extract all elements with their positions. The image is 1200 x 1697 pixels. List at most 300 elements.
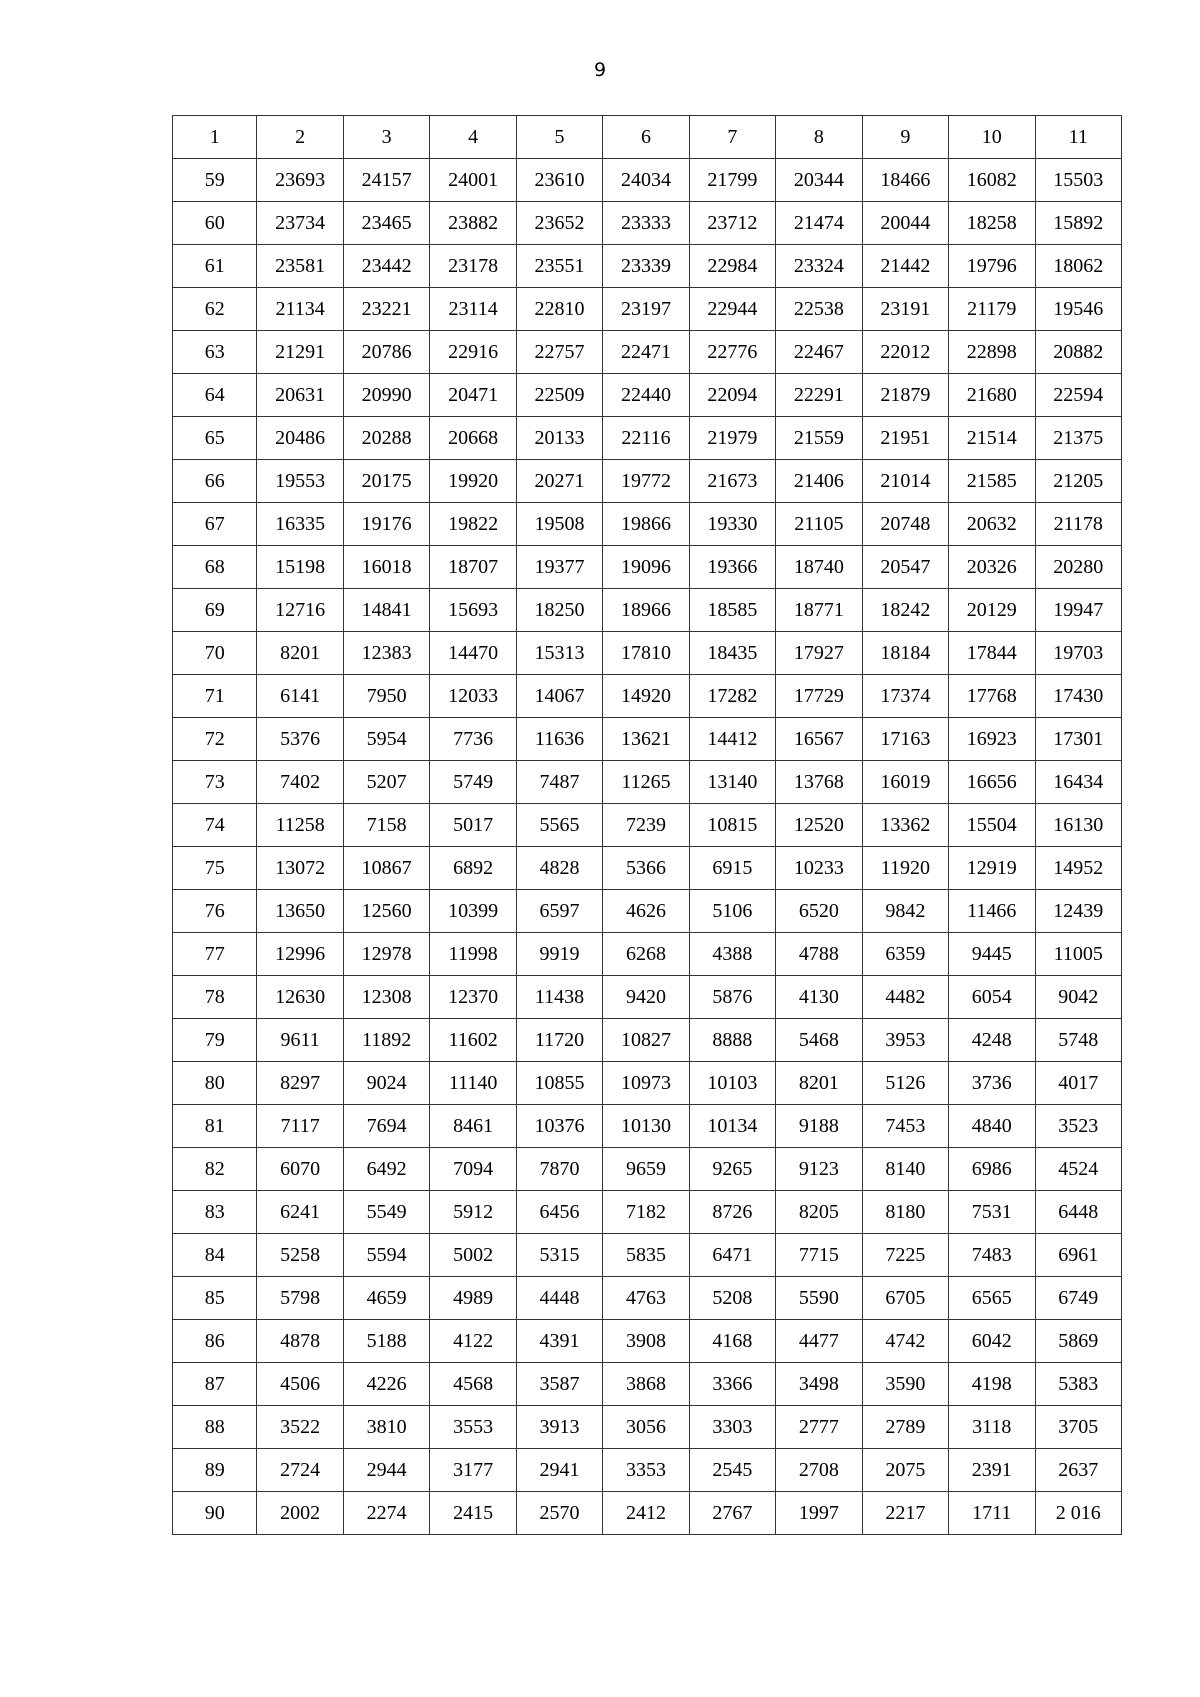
table-cell: 19377	[516, 546, 602, 589]
table-cell: 12919	[949, 847, 1035, 890]
table-cell: 3736	[949, 1062, 1035, 1105]
column-header-cell: 4	[430, 116, 516, 159]
table-cell: 10867	[343, 847, 429, 890]
table-cell: 10376	[516, 1105, 602, 1148]
column-header-cell: 8	[776, 116, 862, 159]
table-cell: 22471	[603, 331, 689, 374]
row-label-cell: 89	[173, 1449, 257, 1492]
table-cell: 4742	[862, 1320, 948, 1363]
table-cell: 10103	[689, 1062, 775, 1105]
table-cell: 17301	[1035, 718, 1121, 761]
table-cell: 6456	[516, 1191, 602, 1234]
table-cell: 20882	[1035, 331, 1121, 374]
column-header-cell: 9	[862, 116, 948, 159]
table-cell: 14841	[343, 589, 429, 632]
table-cell: 23551	[516, 245, 602, 288]
table-cell: 22440	[603, 374, 689, 417]
row-label-cell: 64	[173, 374, 257, 417]
table-cell: 18740	[776, 546, 862, 589]
table-cell: 7094	[430, 1148, 516, 1191]
table-cell: 5798	[257, 1277, 343, 1320]
table-cell: 23882	[430, 202, 516, 245]
table-cell: 20129	[949, 589, 1035, 632]
table-cell: 18466	[862, 159, 948, 202]
table-row	[173, 933, 1122, 976]
table-cell: 7531	[949, 1191, 1035, 1234]
table-cell: 2412	[603, 1492, 689, 1535]
table-row	[173, 1105, 1122, 1148]
table-row	[173, 675, 1122, 718]
table-cell: 7483	[949, 1234, 1035, 1277]
table-row	[173, 1062, 1122, 1105]
table-cell: 7239	[603, 804, 689, 847]
table-cell: 12370	[430, 976, 516, 1019]
table-cell: 11636	[516, 718, 602, 761]
table-cell: 2002	[257, 1492, 343, 1535]
table-cell: 20748	[862, 503, 948, 546]
table-cell: 23221	[343, 288, 429, 331]
table-row	[173, 245, 1122, 288]
table-row	[173, 1234, 1122, 1277]
table-cell: 6359	[862, 933, 948, 976]
table-header-row	[173, 116, 1122, 159]
row-label-cell: 80	[173, 1062, 257, 1105]
row-label-cell: 76	[173, 890, 257, 933]
table-cell: 2274	[343, 1492, 429, 1535]
table-cell: 2415	[430, 1492, 516, 1535]
table-cell: 2941	[516, 1449, 602, 1492]
table-cell: 6597	[516, 890, 602, 933]
table-cell: 19703	[1035, 632, 1121, 675]
table-cell: 2570	[516, 1492, 602, 1535]
row-label-cell: 81	[173, 1105, 257, 1148]
table-cell: 20471	[430, 374, 516, 417]
table-cell: 23693	[257, 159, 343, 202]
table-cell: 13140	[689, 761, 775, 804]
table-cell: 16656	[949, 761, 1035, 804]
table-cell: 21291	[257, 331, 343, 374]
row-label-cell: 90	[173, 1492, 257, 1535]
table-cell: 14470	[430, 632, 516, 675]
table-cell: 2777	[776, 1406, 862, 1449]
table-cell: 17282	[689, 675, 775, 718]
table-cell: 11005	[1035, 933, 1121, 976]
table-row	[173, 632, 1122, 675]
table-cell: 21178	[1035, 503, 1121, 546]
table-cell: 2724	[257, 1449, 343, 1492]
column-header-cell: 5	[516, 116, 602, 159]
table-cell: 5594	[343, 1234, 429, 1277]
table-cell: 8140	[862, 1148, 948, 1191]
table-cell: 21014	[862, 460, 948, 503]
table-cell: 4878	[257, 1320, 343, 1363]
table-cell: 4477	[776, 1320, 862, 1363]
table-row	[173, 804, 1122, 847]
table-cell: 20668	[430, 417, 516, 460]
table-cell: 22467	[776, 331, 862, 374]
table-cell: 15198	[257, 546, 343, 589]
table-cell: 7453	[862, 1105, 948, 1148]
row-label-cell: 79	[173, 1019, 257, 1062]
table-row	[173, 331, 1122, 374]
table-cell: 12520	[776, 804, 862, 847]
table-cell: 22898	[949, 331, 1035, 374]
table-cell: 6892	[430, 847, 516, 890]
table-cell: 16923	[949, 718, 1035, 761]
table-cell: 3868	[603, 1363, 689, 1406]
column-header-cell: 2	[257, 116, 343, 159]
table-cell: 9042	[1035, 976, 1121, 1019]
table-cell: 21105	[776, 503, 862, 546]
table-cell: 8205	[776, 1191, 862, 1234]
table-cell: 2075	[862, 1449, 948, 1492]
table-cell: 21474	[776, 202, 862, 245]
table-cell: 12560	[343, 890, 429, 933]
table-cell: 4017	[1035, 1062, 1121, 1105]
table-cell: 10827	[603, 1019, 689, 1062]
table-cell: 9123	[776, 1148, 862, 1191]
table-cell: 18250	[516, 589, 602, 632]
table-cell: 20786	[343, 331, 429, 374]
table-cell: 18707	[430, 546, 516, 589]
column-header-cell: 3	[343, 116, 429, 159]
table-cell: 4168	[689, 1320, 775, 1363]
table-cell: 17430	[1035, 675, 1121, 718]
table-cell: 16434	[1035, 761, 1121, 804]
table-cell: 6070	[257, 1148, 343, 1191]
table-cell: 2545	[689, 1449, 775, 1492]
table-cell: 11438	[516, 976, 602, 1019]
table-cell: 4391	[516, 1320, 602, 1363]
table-cell: 17729	[776, 675, 862, 718]
table-cell: 19796	[949, 245, 1035, 288]
row-label-cell: 61	[173, 245, 257, 288]
table-cell: 15892	[1035, 202, 1121, 245]
table-cell: 6961	[1035, 1234, 1121, 1277]
row-label-cell: 85	[173, 1277, 257, 1320]
table-row	[173, 1320, 1122, 1363]
table-cell: 23442	[343, 245, 429, 288]
table-cell: 9265	[689, 1148, 775, 1191]
row-label-cell: 65	[173, 417, 257, 460]
table-cell: 22916	[430, 331, 516, 374]
table-cell: 21559	[776, 417, 862, 460]
row-label-cell: 77	[173, 933, 257, 976]
table-cell: 13768	[776, 761, 862, 804]
table-cell: 13362	[862, 804, 948, 847]
table-cell: 7736	[430, 718, 516, 761]
table-cell: 5869	[1035, 1320, 1121, 1363]
table-row	[173, 589, 1122, 632]
table-cell: 24157	[343, 159, 429, 202]
table-cell: 20175	[343, 460, 429, 503]
table-row	[173, 976, 1122, 1019]
row-label-cell: 75	[173, 847, 257, 890]
table-cell: 11258	[257, 804, 343, 847]
table-cell: 2391	[949, 1449, 1035, 1492]
row-label-cell: 68	[173, 546, 257, 589]
row-label-cell: 59	[173, 159, 257, 202]
table-cell: 10815	[689, 804, 775, 847]
table-cell: 23610	[516, 159, 602, 202]
table-cell: 7487	[516, 761, 602, 804]
table-cell: 22984	[689, 245, 775, 288]
table-cell: 3522	[257, 1406, 343, 1449]
table-cell: 9919	[516, 933, 602, 976]
table-cell: 2767	[689, 1492, 775, 1535]
table-cell: 22944	[689, 288, 775, 331]
table-cell: 15504	[949, 804, 1035, 847]
table-cell: 11998	[430, 933, 516, 976]
table-cell: 4828	[516, 847, 602, 890]
row-label-cell: 87	[173, 1363, 257, 1406]
table-cell: 3118	[949, 1406, 1035, 1449]
table-cell: 20547	[862, 546, 948, 589]
table-cell: 23178	[430, 245, 516, 288]
table-cell: 19508	[516, 503, 602, 546]
table-cell: 8180	[862, 1191, 948, 1234]
table-cell: 21680	[949, 374, 1035, 417]
table-cell: 6705	[862, 1277, 948, 1320]
table-cell: 13621	[603, 718, 689, 761]
table-cell: 6054	[949, 976, 1035, 1019]
table-cell: 23581	[257, 245, 343, 288]
table-cell: 6042	[949, 1320, 1035, 1363]
table-cell: 3056	[603, 1406, 689, 1449]
table-cell: 18258	[949, 202, 1035, 245]
table-cell: 23734	[257, 202, 343, 245]
table-cell: 23465	[343, 202, 429, 245]
table-cell: 23339	[603, 245, 689, 288]
table-cell: 17163	[862, 718, 948, 761]
table-cell: 8201	[776, 1062, 862, 1105]
table-cell: 10855	[516, 1062, 602, 1105]
table-row	[173, 890, 1122, 933]
table-cell: 4763	[603, 1277, 689, 1320]
table-cell: 15503	[1035, 159, 1121, 202]
table-cell: 4788	[776, 933, 862, 976]
table-cell: 22810	[516, 288, 602, 331]
table-cell: 15693	[430, 589, 516, 632]
column-header-cell: 7	[689, 116, 775, 159]
table-row	[173, 1019, 1122, 1062]
table-cell: 12439	[1035, 890, 1121, 933]
table-cell: 16567	[776, 718, 862, 761]
table-cell: 6915	[689, 847, 775, 890]
table-cell: 12996	[257, 933, 343, 976]
table-cell: 9420	[603, 976, 689, 1019]
table-cell: 3587	[516, 1363, 602, 1406]
table-cell: 12033	[430, 675, 516, 718]
table-row	[173, 761, 1122, 804]
table-cell: 5954	[343, 718, 429, 761]
table-cell: 12308	[343, 976, 429, 1019]
table-cell: 14952	[1035, 847, 1121, 890]
table-cell: 10134	[689, 1105, 775, 1148]
table-cell: 22538	[776, 288, 862, 331]
table-cell: 6268	[603, 933, 689, 976]
table-cell: 23652	[516, 202, 602, 245]
table-cell: 19096	[603, 546, 689, 589]
table-row	[173, 847, 1122, 890]
table-cell: 17374	[862, 675, 948, 718]
row-label-cell: 83	[173, 1191, 257, 1234]
table-cell: 10130	[603, 1105, 689, 1148]
table-cell: 3523	[1035, 1105, 1121, 1148]
table-cell: 16130	[1035, 804, 1121, 847]
table-cell: 21442	[862, 245, 948, 288]
table-row	[173, 1492, 1122, 1535]
table-cell: 21979	[689, 417, 775, 460]
table-row	[173, 1277, 1122, 1320]
table-cell: 6986	[949, 1148, 1035, 1191]
table-cell: 9188	[776, 1105, 862, 1148]
table-cell: 8461	[430, 1105, 516, 1148]
table-cell: 15313	[516, 632, 602, 675]
table-cell: 3953	[862, 1019, 948, 1062]
table-cell: 9842	[862, 890, 948, 933]
table-cell: 17844	[949, 632, 1035, 675]
table-cell: 9445	[949, 933, 1035, 976]
table-row	[173, 202, 1122, 245]
table-cell: 6749	[1035, 1277, 1121, 1320]
table-cell: 4448	[516, 1277, 602, 1320]
table-cell: 4198	[949, 1363, 1035, 1406]
table-cell: 22757	[516, 331, 602, 374]
table-cell: 18966	[603, 589, 689, 632]
table-cell: 10973	[603, 1062, 689, 1105]
table-cell: 4506	[257, 1363, 343, 1406]
table-cell: 9024	[343, 1062, 429, 1105]
table-cell: 5208	[689, 1277, 775, 1320]
table-cell: 18184	[862, 632, 948, 675]
column-header-cell: 11	[1035, 116, 1121, 159]
table-cell: 22594	[1035, 374, 1121, 417]
table-cell: 11140	[430, 1062, 516, 1105]
table-cell: 5835	[603, 1234, 689, 1277]
row-label-cell: 60	[173, 202, 257, 245]
table-cell: 14067	[516, 675, 602, 718]
table-cell: 1997	[776, 1492, 862, 1535]
table-cell: 20632	[949, 503, 1035, 546]
table-cell: 20486	[257, 417, 343, 460]
table-cell: 14412	[689, 718, 775, 761]
row-label-cell: 62	[173, 288, 257, 331]
table-cell: 22094	[689, 374, 775, 417]
table-cell: 3303	[689, 1406, 775, 1449]
table-cell: 11892	[343, 1019, 429, 1062]
table-cell: 20990	[343, 374, 429, 417]
data-table	[172, 115, 1122, 1535]
table-cell: 7715	[776, 1234, 862, 1277]
table-cell: 6471	[689, 1234, 775, 1277]
table-cell: 19330	[689, 503, 775, 546]
table-cell: 19546	[1035, 288, 1121, 331]
table-row	[173, 1363, 1122, 1406]
table-cell: 12630	[257, 976, 343, 1019]
table-cell: 11720	[516, 1019, 602, 1062]
table-cell: 21205	[1035, 460, 1121, 503]
table-cell: 8726	[689, 1191, 775, 1234]
table-cell: 7182	[603, 1191, 689, 1234]
table-cell: 4524	[1035, 1148, 1121, 1191]
table-cell: 6141	[257, 675, 343, 718]
table-cell: 13072	[257, 847, 343, 890]
row-label-cell: 72	[173, 718, 257, 761]
table-cell: 5106	[689, 890, 775, 933]
table-row	[173, 546, 1122, 589]
table-row	[173, 374, 1122, 417]
table-cell: 19920	[430, 460, 516, 503]
table-cell: 6492	[343, 1148, 429, 1191]
table-cell: 5383	[1035, 1363, 1121, 1406]
table-cell: 11265	[603, 761, 689, 804]
table-cell: 23197	[603, 288, 689, 331]
table-cell: 5017	[430, 804, 516, 847]
row-label-cell: 69	[173, 589, 257, 632]
table-cell: 16018	[343, 546, 429, 589]
table-cell: 21179	[949, 288, 1035, 331]
table-row	[173, 417, 1122, 460]
table-cell: 4388	[689, 933, 775, 976]
table-cell: 21375	[1035, 417, 1121, 460]
row-label-cell: 71	[173, 675, 257, 718]
table-row	[173, 1191, 1122, 1234]
table-cell: 21951	[862, 417, 948, 460]
table-cell: 5126	[862, 1062, 948, 1105]
table-cell: 19947	[1035, 589, 1121, 632]
table-cell: 22291	[776, 374, 862, 417]
table-cell: 21406	[776, 460, 862, 503]
table-cell: 3810	[343, 1406, 429, 1449]
table-row	[173, 159, 1122, 202]
table-cell: 3498	[776, 1363, 862, 1406]
table-cell: 5590	[776, 1277, 862, 1320]
table-row	[173, 1406, 1122, 1449]
table-cell: 18771	[776, 589, 862, 632]
table-cell: 5315	[516, 1234, 602, 1277]
row-label-cell: 84	[173, 1234, 257, 1277]
table-cell: 5565	[516, 804, 602, 847]
table-cell: 3913	[516, 1406, 602, 1449]
row-label-cell: 73	[173, 761, 257, 804]
table-cell: 17927	[776, 632, 862, 675]
row-label-cell: 66	[173, 460, 257, 503]
table-cell: 3553	[430, 1406, 516, 1449]
table-cell: 2944	[343, 1449, 429, 1492]
table-cell: 4989	[430, 1277, 516, 1320]
table-cell: 2217	[862, 1492, 948, 1535]
table-cell: 5207	[343, 761, 429, 804]
table-row	[173, 1449, 1122, 1492]
table-cell: 20288	[343, 417, 429, 460]
row-label-cell: 86	[173, 1320, 257, 1363]
row-label-cell: 78	[173, 976, 257, 1019]
table-cell: 21585	[949, 460, 1035, 503]
table-cell: 8297	[257, 1062, 343, 1105]
table-cell: 19822	[430, 503, 516, 546]
table-cell: 20271	[516, 460, 602, 503]
table-cell: 20344	[776, 159, 862, 202]
table-cell: 5376	[257, 718, 343, 761]
table-cell: 6520	[776, 890, 862, 933]
table-cell: 12383	[343, 632, 429, 675]
table-cell: 7402	[257, 761, 343, 804]
table-cell: 4626	[603, 890, 689, 933]
table-cell: 10233	[776, 847, 862, 890]
table-cell: 21514	[949, 417, 1035, 460]
table-cell: 3705	[1035, 1406, 1121, 1449]
